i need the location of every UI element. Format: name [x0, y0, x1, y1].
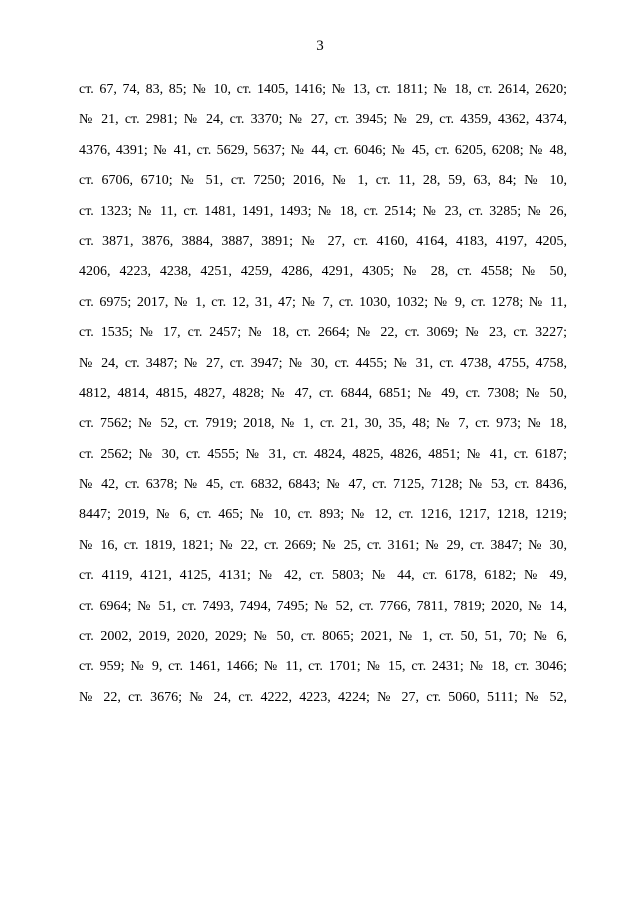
text-line: № 16, ст. 1819, 1821; № 22, ст. 2669; № 25, ст. 3161; № 29, ст. 3847; № 30, [79, 537, 567, 553]
text-line: ст. 3871, 3876, 3884, 3887, 3891; № 27, ст. 4160, 4164, 4183, 4197, 4205, [79, 233, 567, 249]
text-line: ст. 1323; № 11, ст. 1481, 1491, 1493; № 18, ст. 2514; № 23, ст. 3285; № 26, [79, 203, 567, 219]
page-number: 3 [316, 38, 324, 54]
text-line: № 42, ст. 6378; № 45, ст. 6832, 6843; № 47, ст. 7125, 7128; № 53, ст. 8436, [79, 477, 567, 493]
text-line: 4812, 4814, 4815, 4827, 4828; № 47, ст. 6844, 6851; № 49, ст. 7308; № 50, [79, 385, 567, 401]
text-line: ст. 2002, 2019, 2020, 2029; № 50, ст. 8065; 2021, № 1, ст. 50, 51, 70; № 6, [79, 629, 567, 645]
text-line: 8447; 2019, № 6, ст. 465; № 10, ст. 893; № 12, ст. 1216, 1217, 1218, 1219; [79, 507, 567, 523]
text-line: № 22, ст. 3676; № 24, ст. 4222, 4223, 4224; № 27, ст. 5060, 5111; № 52, [79, 689, 567, 705]
document-body [79, 80, 567, 718]
text-line: № 24, ст. 3487; № 27, ст. 3947; № 30, ст. 4455; № 31, ст. 4738, 4755, 4758, [79, 355, 567, 371]
text-line: ст. 959; № 9, ст. 1461, 1466; № 11, ст. 1701; № 15, ст. 2431; № 18, ст. 3046; [79, 659, 567, 675]
text-line: ст. 1535; № 17, ст. 2457; № 18, ст. 2664; № 22, ст. 3069; № 23, ст. 3227; [79, 325, 567, 341]
text-line: ст. 7562; № 52, ст. 7919; 2018, № 1, ст. 21, 30, 35, 48; № 7, ст. 973; № 18, [79, 416, 567, 432]
text-line: № 21, ст. 2981; № 24, ст. 3370; № 27, ст. 3945; № 29, ст. 4359, 4362, 4374, [79, 112, 567, 128]
text-line: ст. 6975; 2017, № 1, ст. 12, 31, 47; № 7, ст. 1030, 1032; № 9, ст. 1278; № 11, [79, 294, 567, 310]
text-line: ст. 2562; № 30, ст. 4555; № 31, ст. 4824, 4825, 4826, 4851; № 41, ст. 6187; [79, 446, 567, 462]
text-line: ст. 4119, 4121, 4125, 4131; № 42, ст. 5803; № 44, ст. 6178, 6182; № 49, [79, 568, 567, 584]
text-line: ст. 67, 74, 83, 85; № 10, ст. 1405, 1416; № 13, ст. 1811; № 18, ст. 2614, 2620; [79, 82, 567, 97]
text-line: ст. 6964; № 51, ст. 7493, 7494, 7495; № 52, ст. 7766, 7811, 7819; 2020, № 14, [79, 598, 567, 614]
text-line: 4206, 4223, 4238, 4251, 4259, 4286, 4291, 4305; № 28, ст. 4558; № 50, [79, 264, 567, 280]
text-line: ст. 6706, 6710; № 51, ст. 7250; 2016, № 1, ст. 11, 28, 59, 63, 84; № 10, [79, 173, 567, 189]
text-line: 4376, 4391; № 41, ст. 5629, 5637; № 44, ст. 6046; № 45, ст. 6205, 6208; № 48, [79, 142, 567, 158]
